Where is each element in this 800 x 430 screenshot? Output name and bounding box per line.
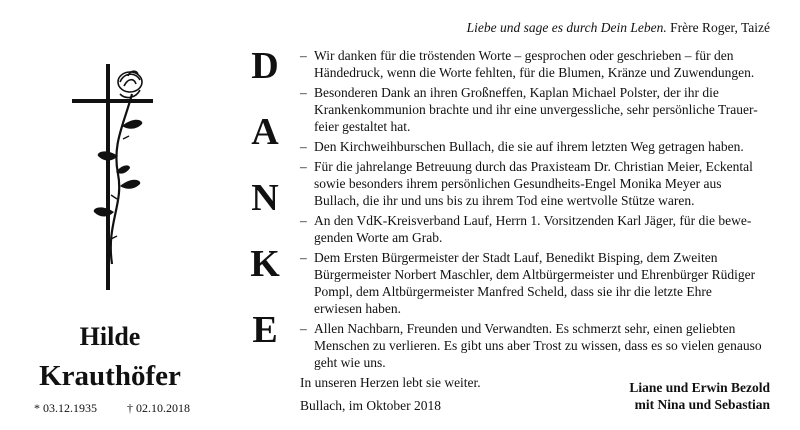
epigraph-quote xyxy=(300,19,770,37)
closing-line: In unseren Herzen lebt sie weiter. xyxy=(300,375,481,390)
thanks-item xyxy=(300,138,770,155)
cross-with-rose-icon xyxy=(62,64,162,290)
thanks-line: erwiesen haben. xyxy=(314,301,401,316)
thanks-line: sowie besonders ihrem persönlichen Gesundheits-Engel Monika Meyer aus xyxy=(314,176,722,191)
bullet-dash: – xyxy=(300,321,307,336)
thanks-line: Bürgermeister Norbert Maschler, dem Altbürgermeister und Ehrenbürger Rüdiger xyxy=(314,267,756,282)
quote-source: Frère Roger, Taizé xyxy=(670,20,770,35)
quote-text: Liebe und sage es durch Dein Leben. xyxy=(466,20,667,35)
thanks-line: Wir danken für die tröstenden Worte – gesprochen oder geschrieben – für den xyxy=(314,48,734,63)
signature-line-2: mit Nina und Sebastian xyxy=(634,397,770,412)
thanks-item xyxy=(300,47,770,81)
bullet-dash: – xyxy=(300,85,307,100)
thanks-line: Krankenkommunion brachte und ihr eine unvergessliche, sehr persönliche Trauer- xyxy=(314,102,758,117)
bullet-dash: – xyxy=(300,159,307,174)
bullet-dash: – xyxy=(300,139,307,154)
thanks-line: Dem Ersten Bürgermeister der Stadt Lauf, Benedikt Bisping, dem Zweiten xyxy=(314,250,718,265)
signature-block xyxy=(580,379,770,413)
thanks-item xyxy=(300,212,770,246)
signature-line-1: Liane und Erwin Bezold xyxy=(629,380,770,395)
thanks-list xyxy=(300,47,770,391)
thanks-line: genden Worte am Grab. xyxy=(314,230,443,245)
danke-letter: D xyxy=(251,45,279,87)
place-and-date: Bullach, im Oktober 2018 xyxy=(300,398,441,413)
deceased-last-name: Krauthöfer xyxy=(39,360,181,392)
thanks-line: An den VdK-Kreisverband Lauf, Herrn 1. Vorsitzenden Karl Jäger, für die bewe- xyxy=(314,213,752,228)
bullet-dash: – xyxy=(300,213,307,228)
thanks-item xyxy=(300,158,770,209)
danke-letter: E xyxy=(252,309,278,351)
thanks-line: Händedruck, wenn die Worte fehlten, für die Blumen, Kränze und Zuwendungen. xyxy=(314,65,755,80)
thanks-line: geht wie uns. xyxy=(314,355,386,370)
thanks-line: Allen Nachbarn, Freunden und Verwandten. Es schmerzt sehr, einen geliebten xyxy=(314,321,736,336)
death-date: † 02.10.2018 xyxy=(127,401,190,415)
danke-letter: N xyxy=(251,177,279,219)
thanks-line: Menschen zu verlieren. Es gibt uns aber Trost zu wissen, dass es so vielen genauso xyxy=(314,338,762,353)
thanks-line: Den Kirchweihburschen Bullach, die sie auf ihrem letzten Weg getragen haben. xyxy=(314,139,744,154)
thanks-line: Bullach, die ihr und uns bis zu ihrem Tod eine wertvolle Stütze waren. xyxy=(314,193,695,208)
bullet-dash: – xyxy=(300,48,307,63)
thanks-item xyxy=(300,320,770,371)
thanks-item xyxy=(300,84,770,135)
thanks-line: Für die jahrelange Betreuung durch das Praxisteam Dr. Christian Meier, Eckental xyxy=(314,159,753,174)
danke-letter: A xyxy=(251,111,279,153)
bullet-dash: – xyxy=(300,250,307,265)
thanks-line: Besonderen Dank an ihren Großneffen, Kaplan Michael Polster, der ihr die xyxy=(314,85,719,100)
thanks-line: Pompl, dem Altbürgermeister Manfred Scheld, dass sie ihr die letzte Ehre xyxy=(314,284,712,299)
thanks-item xyxy=(300,249,770,317)
birth-date: * 03.12.1935 xyxy=(34,401,97,415)
danke-letter: K xyxy=(250,243,280,285)
thanks-line: feier gestaltet hat. xyxy=(314,119,411,134)
deceased-first-name: Hilde xyxy=(79,322,141,351)
